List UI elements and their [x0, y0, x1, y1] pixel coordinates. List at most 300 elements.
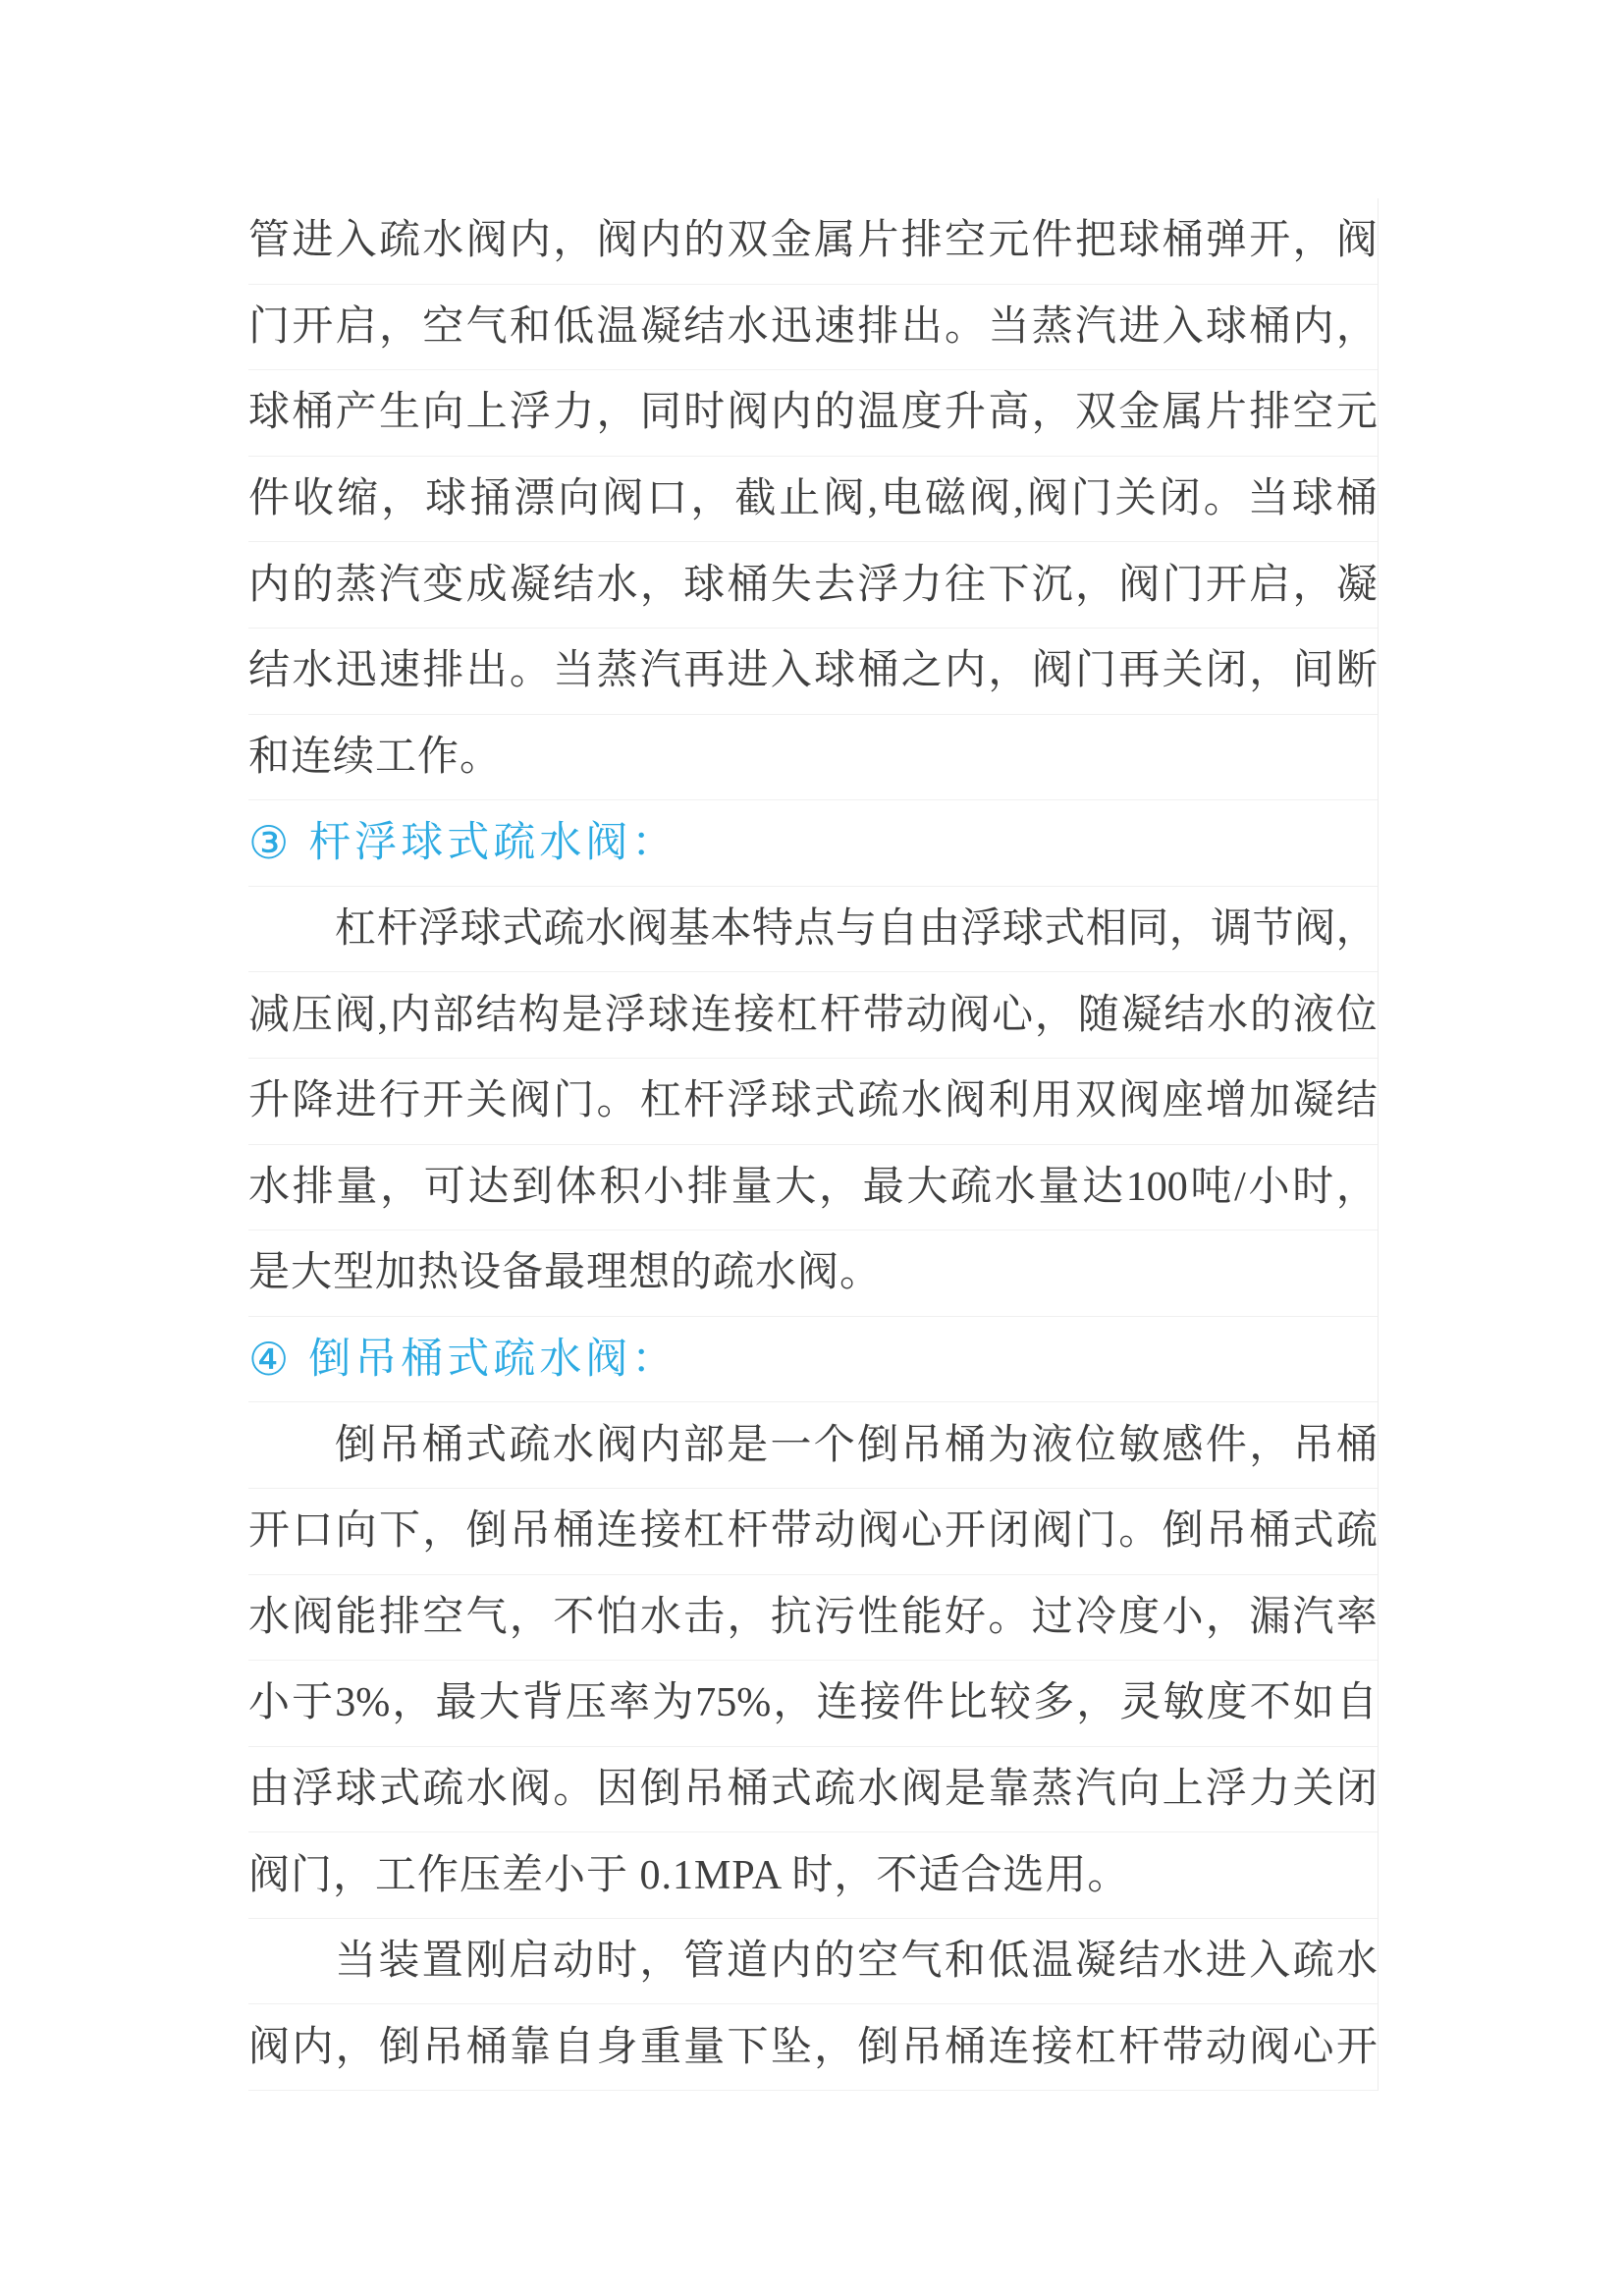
text-cell: ， [1292, 218, 1334, 264]
text-cell: 用 [1031, 1078, 1073, 1124]
text-cell: 速 [814, 303, 856, 350]
text-cell: 开 [945, 1508, 987, 1555]
text-cell: 结 [683, 303, 726, 350]
text-cell: 为 [652, 1680, 694, 1726]
text-cell: 球 [770, 1078, 812, 1124]
text-cell: 靠 [988, 1766, 1030, 1812]
text-cell: 吊 [509, 1508, 551, 1555]
text-cell: 双 [1074, 1078, 1116, 1124]
text-cell: 关 [465, 1078, 508, 1124]
text-cell: 出 [465, 648, 508, 694]
text-cell: 球 [1001, 906, 1044, 953]
text-cell: 升 [945, 390, 987, 436]
text-cell: 水 [639, 1594, 681, 1640]
text-cell: 杠 [1074, 2024, 1116, 2070]
text-cell: 桶 [945, 2024, 987, 2070]
text-cell: 管 [248, 218, 291, 264]
text-cell: 性 [857, 1594, 899, 1640]
text-cell: 由 [918, 906, 960, 953]
text-cell: 倒 [639, 1766, 681, 1812]
text-cell: 阀 [292, 1594, 334, 1640]
text-cell: 与 [835, 906, 877, 953]
text-cell: 较 [989, 1680, 1031, 1726]
text-cell: 入 [1162, 303, 1204, 350]
text-cell: 带 [770, 1508, 812, 1555]
text-cell: 动 [814, 1508, 856, 1555]
text-cell: ， [814, 2024, 856, 2070]
text-cell: ， [1249, 648, 1291, 694]
text-cell: 空 [422, 1594, 464, 1640]
text-cell: 量 [683, 2024, 726, 2070]
text-cell: 位 [1074, 1422, 1116, 1468]
text-cell: 凝 [639, 303, 681, 350]
text-cell: 上 [1162, 1766, 1204, 1812]
text-cell: 排 [292, 1164, 334, 1210]
text-cell: 球 [1291, 476, 1333, 522]
text-cell: 和 [944, 1939, 986, 1985]
text-cell: 片 [1205, 390, 1247, 436]
text-cell: 内 [248, 562, 291, 608]
text-cell: 度 [1118, 1594, 1161, 1640]
text-cell: 球 [683, 562, 726, 608]
text-cell: 口 [646, 476, 688, 522]
text-cell: 。 [596, 1078, 638, 1124]
text-line [248, 629, 1378, 715]
text-cell: 间 [1292, 648, 1334, 694]
text-cell: 当 [988, 303, 1030, 350]
text-cell: 球 [1205, 303, 1247, 350]
text-cell: 件 [902, 1680, 945, 1726]
text-cell: 达 [467, 1164, 510, 1210]
text-cell: 阀 [509, 1078, 551, 1124]
text-cell: 杆 [1118, 2024, 1161, 2070]
text-cell: 加 [1249, 1078, 1291, 1124]
heading-label: 杆浮球式疏水阀： [308, 819, 678, 866]
text-cell: 进 [1205, 1939, 1247, 1985]
text-cell: 凝 [1292, 1078, 1334, 1124]
text-cell: 球 [460, 906, 502, 953]
text-cell: 桶 [465, 2024, 508, 2070]
text-cell: 排 [378, 1594, 420, 1640]
text-cell: 气 [900, 1939, 943, 1985]
text-line [248, 1059, 1378, 1145]
text-cell: 水 [857, 1766, 899, 1812]
text-cell: 结 [1335, 1078, 1378, 1124]
text-cell: 到 [512, 1164, 554, 1210]
text-cell: 最 [435, 1680, 477, 1726]
text-cell: 吊 [1205, 1508, 1247, 1555]
text-cell: 温 [857, 390, 899, 436]
text-cell: 体 [555, 1164, 597, 1210]
text-cell: 杠 [683, 1508, 726, 1555]
text-cell: 心 [1292, 2024, 1334, 2070]
text-cell: 节 [1252, 906, 1294, 953]
text-cell: 向 [335, 1508, 377, 1555]
text-cell: 高 [988, 390, 1030, 436]
text-cell: ， [1031, 390, 1073, 436]
text-cell: 是 [727, 1422, 769, 1468]
text-cell: 口 [292, 1508, 334, 1555]
text-cell: 怕 [596, 1594, 638, 1640]
text-cell: 关 [1292, 1766, 1334, 1812]
text-cell: 产 [335, 390, 377, 436]
text-cell: 浮 [1205, 1766, 1247, 1812]
text-cell: 疏 [1292, 1939, 1334, 1985]
text-cell: 向 [422, 390, 464, 436]
text-cell: 阀 [509, 1766, 551, 1812]
text-cell: 属 [1162, 390, 1204, 436]
text-cell: 凝 [1074, 1939, 1116, 1985]
text-cell: 小 [248, 1680, 291, 1726]
text-cell: 力 [1249, 1766, 1291, 1812]
text-cell: 阀 [900, 1766, 943, 1812]
text-cell: 桶 [421, 1422, 463, 1468]
text-cell: 大 [906, 1164, 948, 1210]
text-cell: ， [1076, 1680, 1118, 1726]
text-cell: ， [727, 1594, 769, 1640]
text-cell: 汽 [1074, 1766, 1116, 1812]
text-cell: ， [553, 218, 595, 264]
text-cell: 浮 [960, 906, 1002, 953]
text-cell: 闭 [1335, 1766, 1378, 1812]
text-cell: 的 [292, 562, 334, 608]
text-cell: 相 [1085, 906, 1127, 953]
text-line [248, 2004, 1378, 2091]
text-cell: 吊 [900, 1422, 943, 1468]
text-cell: 当 [335, 1939, 377, 1985]
text-cell: ， [381, 476, 423, 522]
text-cell: 敏 [1163, 1680, 1205, 1726]
text-cell: 排 [857, 303, 899, 350]
text-cell: 杆 [376, 906, 418, 953]
text-cell: 置 [421, 1939, 463, 1985]
text-cell: 之 [900, 648, 943, 694]
text-cell: 管 [682, 1939, 725, 1985]
text-cell: 接 [733, 992, 776, 1038]
text-cell: 大 [775, 1164, 817, 1210]
text-cell: 击 [683, 1594, 726, 1640]
text-cell: 内 [639, 1422, 681, 1468]
text-cell: 构 [518, 992, 561, 1038]
text-cell: 桶 [1249, 1508, 1291, 1555]
text-cell: 闭 [988, 1508, 1030, 1555]
text-cell: 阀 [1294, 906, 1336, 953]
text-cell: 漂 [514, 476, 556, 522]
text-cell: 阀 [727, 390, 769, 436]
text-cell: 。 [1203, 476, 1245, 522]
text-cell: ， [639, 1939, 681, 1985]
text-cell: 汽 [639, 648, 681, 694]
heading-inverted-bucket-trap [248, 1317, 1378, 1403]
text-cell: 杠 [777, 992, 819, 1038]
text-line [248, 1661, 1378, 1747]
text-cell: 背 [521, 1680, 564, 1726]
text-cell: 水 [1335, 1939, 1378, 1985]
text-cell: 进 [335, 1078, 377, 1124]
text-cell: 门 [248, 303, 291, 350]
text-cell: 倒 [465, 1508, 508, 1555]
text-cell: 好 [945, 1594, 987, 1640]
text-line [248, 1747, 1378, 1833]
text-cell: 浮 [417, 906, 460, 953]
text-cell: 门 [553, 1078, 595, 1124]
text-cell: 灵 [1119, 1680, 1162, 1726]
text-cell: 开 [292, 303, 334, 350]
text-cell: 结 [553, 562, 595, 608]
text-cell: 阀 [823, 476, 865, 522]
text-cell: 可 [423, 1164, 465, 1210]
text-cell: 下 [727, 2024, 769, 2070]
text-line: 和连续工作。 [248, 715, 1378, 801]
text-cell: 心 [900, 1508, 943, 1555]
text-cell: 液 [1031, 1422, 1073, 1468]
text-cell: 入 [770, 648, 812, 694]
text-cell: 内 [292, 2024, 334, 2070]
text-cell: 桶 [857, 648, 899, 694]
text-cell: 阀 [1026, 476, 1068, 522]
text-cell: 沉 [1031, 562, 1073, 608]
text-cell: 截 [734, 476, 777, 522]
text-cell: ， [378, 303, 420, 350]
text-cell: 过 [1031, 1594, 1073, 1640]
text-cell: 刚 [465, 1939, 508, 1985]
text-cell: 桶 [944, 1422, 986, 1468]
text-cell: 水 [552, 1422, 594, 1468]
text-cell: 球 [814, 648, 856, 694]
text-cell: 吊 [683, 1766, 726, 1812]
text-cell: 蒸 [1031, 1766, 1073, 1812]
text-cell: 门 [1162, 562, 1204, 608]
text-line [248, 1145, 1378, 1231]
text-line [248, 198, 1378, 285]
text-cell: 最 [862, 1164, 904, 1210]
text-cell: 减 [248, 992, 291, 1038]
text-cell: 水 [994, 1164, 1036, 1210]
text-cell: 开 [248, 1508, 291, 1555]
text-cell: 水 [596, 562, 638, 608]
text-cell: 能 [335, 1594, 377, 1640]
text-cell: 球 [1118, 218, 1161, 264]
text-cell: 断 [1335, 648, 1378, 694]
text-cell: 桶 [727, 1766, 769, 1812]
text-cell: 污 [814, 1594, 856, 1640]
text-cell: 浮 [509, 390, 551, 436]
text-cell: 浮 [292, 1766, 334, 1812]
text-cell: 元 [1335, 390, 1378, 436]
text-cell: 空 [857, 1939, 899, 1985]
text-cell: 倒 [335, 1422, 377, 1468]
text-cell: 式 [465, 1422, 508, 1468]
text-cell: 件 [1031, 218, 1073, 264]
text-cell: 连 [690, 992, 732, 1038]
text-cell: 式 [378, 1766, 420, 1812]
text-line [248, 370, 1378, 457]
text-line [248, 542, 1378, 629]
text-cell: 汽 [1074, 303, 1116, 350]
text-cell: 座 [1162, 1078, 1204, 1124]
text-cell: 行 [378, 1078, 420, 1124]
text-cell: 积 [599, 1164, 641, 1210]
text-cell: ， [1205, 1594, 1247, 1640]
text-cell: 部 [682, 1422, 725, 1468]
text-cell: 进 [292, 218, 334, 264]
text-line [248, 285, 1378, 371]
text-cell: 小 [643, 1164, 685, 1210]
text-cell: 坠 [770, 2024, 812, 2070]
text-cell: 度 [900, 390, 943, 436]
text-cell: 疏 [509, 1422, 551, 1468]
text-cell: 开 [1249, 218, 1291, 264]
text-cell: 关 [1162, 648, 1204, 694]
text-cell: 接 [639, 1508, 681, 1555]
text-cell: 时 [596, 1939, 638, 1985]
text-cell: ， [690, 476, 732, 522]
text-cell: 入 [335, 218, 377, 264]
text-cell: 去 [814, 562, 856, 608]
text-cell: ， [422, 1508, 464, 1555]
text-cell: 双 [727, 218, 769, 264]
text-cell: 一 [770, 1422, 812, 1468]
text-cell: 门 [1070, 476, 1112, 522]
text-cell: 吊 [900, 2024, 943, 2070]
text-cell: 速 [378, 648, 420, 694]
text-cell: ， [392, 1680, 434, 1726]
text-cell: 再 [1118, 648, 1161, 694]
text-cell: 磁 [924, 476, 966, 522]
text-cell: 内 [389, 992, 431, 1038]
text-cell: 往 [945, 562, 987, 608]
text-cell: 自 [553, 2024, 595, 2070]
text-cell: 式 [1044, 906, 1086, 953]
text-cell: / [1234, 1164, 1246, 1210]
text-cell: 的 [814, 390, 856, 436]
text-cell: 杠 [335, 906, 377, 953]
text-cell: 迅 [335, 648, 377, 694]
text-cell: 疏 [422, 1766, 464, 1812]
text-cell: 降 [292, 1078, 334, 1124]
text-cell: 达 [1082, 1164, 1124, 1210]
text-cell: 出 [900, 303, 943, 350]
text-cell: 结 [475, 992, 517, 1038]
text-cell: ， [1074, 562, 1116, 608]
text-cell: 阀 [1118, 1078, 1161, 1124]
text-cell: 下 [378, 1508, 420, 1555]
text-cell: 带 [862, 992, 904, 1038]
text-cell: 率 [1335, 1594, 1378, 1640]
text-cell: 阀 [248, 2024, 291, 2070]
text-cell: 双 [1074, 390, 1116, 436]
text-cell: 式 [814, 1078, 856, 1124]
text-cell: 进 [1118, 303, 1161, 350]
text-cell: 不 [1249, 1680, 1291, 1726]
text-cell: 的 [813, 1939, 855, 1985]
text-cell: ， [335, 2024, 377, 2070]
text-cell: 倒 [857, 2024, 899, 2070]
text-cell: 时 [1292, 1164, 1334, 1210]
text-cell: 凝 [1335, 562, 1378, 608]
heading-circled-number: ④ [248, 1333, 290, 1387]
text-cell: 关 [1114, 476, 1157, 522]
text-cell: 吊 [1292, 1422, 1334, 1468]
text-cell: 水 [727, 303, 769, 350]
text-cell: 水 [248, 1164, 291, 1210]
text-cell: 再 [683, 648, 726, 694]
text-cell: 利 [988, 1078, 1030, 1124]
text-cell: 蒸 [596, 648, 638, 694]
text-cell: , [867, 476, 878, 522]
text-cell: 小 [1162, 1594, 1204, 1640]
text-cell: 个 [813, 1422, 855, 1468]
text-cell: 排 [686, 1164, 729, 1210]
text-cell: 水 [1162, 1939, 1204, 1985]
text-cell: 空 [945, 218, 987, 264]
text-cell: 桶 [1335, 476, 1378, 522]
text-cell: 排 [900, 218, 943, 264]
text-cell: 本 [710, 906, 752, 953]
text-cell: 水 [900, 1078, 943, 1124]
text-cell: 。 [509, 648, 551, 694]
text-cell: 漏 [1249, 1594, 1291, 1640]
text-cell: 靠 [509, 2024, 551, 2070]
text-cell: 水 [248, 1594, 291, 1640]
text-cell: 阀 [945, 1078, 987, 1124]
text-cell: 点 [793, 906, 836, 953]
text-cell: 力 [900, 562, 943, 608]
text-cell: 于 [292, 1680, 334, 1726]
text-cell: 内 [770, 1939, 812, 1985]
text-cell: 压 [565, 1680, 607, 1726]
text-line [248, 457, 1378, 543]
text-cell: 疏 [814, 1766, 856, 1812]
text-cell: 开 [1205, 562, 1247, 608]
text-cell: 抗 [770, 1594, 812, 1640]
text-cell: 位 [1335, 992, 1378, 1038]
text-cell: 连 [816, 1680, 858, 1726]
text-cell: 阀 [1335, 218, 1378, 264]
text-cell: 闭 [1205, 648, 1247, 694]
text-line [248, 1402, 1378, 1489]
text-cell: 水 [1207, 992, 1249, 1038]
text-cell: 气 [465, 1594, 508, 1640]
text-cell: ， [596, 390, 638, 436]
text-cell: 开 [1335, 2024, 1378, 2070]
text-cell: ， [1292, 562, 1334, 608]
text-cell: 倒 [378, 2024, 420, 2070]
text-cell: 式 [770, 1766, 812, 1812]
text-cell: ， [1168, 906, 1211, 953]
text-cell: 生 [378, 390, 420, 436]
text-cell: 阀 [1031, 648, 1073, 694]
text-cell: 和 [509, 303, 551, 350]
text-cell: 杆 [819, 992, 861, 1038]
text-cell: 低 [988, 1939, 1030, 1985]
heading-circled-number: ③ [248, 816, 290, 870]
text-cell: 温 [596, 303, 638, 350]
text-cell: 电 [880, 476, 922, 522]
text-cell: 捅 [469, 476, 512, 522]
text-cell: ， [773, 1680, 815, 1726]
text-cell: 迅 [770, 303, 812, 350]
text-cell: 当 [1247, 476, 1289, 522]
text-cell: 敏 [1118, 1422, 1161, 1468]
text-cell: 式 [501, 906, 543, 953]
text-cell: 向 [558, 476, 600, 522]
text-cell: 动 [1205, 2024, 1247, 2070]
text-cell: 量 [336, 1164, 378, 1210]
text-cell: 不 [553, 1594, 595, 1640]
text-cell: 进 [727, 648, 769, 694]
text-cell: 桶 [727, 562, 769, 608]
